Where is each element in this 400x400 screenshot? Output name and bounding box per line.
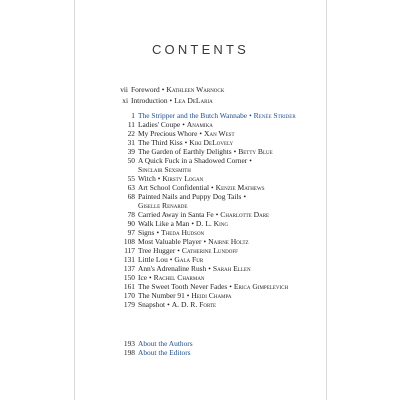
page-number: 170 <box>123 291 135 300</box>
toc-entry-link[interactable] <box>138 246 238 255</box>
entry-author: Sarah Ellen <box>212 264 251 273</box>
back-matter-item[interactable] <box>118 339 318 348</box>
toc-entry-link[interactable] <box>138 138 233 147</box>
entry-author: Sinclair Sexsmith <box>138 165 191 174</box>
page-title: CONTENTS <box>151 42 250 57</box>
page-number: 78 <box>127 210 135 219</box>
entry-title: The Third Kiss <box>138 138 183 147</box>
toc-entry[interactable] <box>118 219 323 228</box>
toc-entry[interactable] <box>118 246 323 255</box>
bullet-separator: • <box>229 282 232 291</box>
entry-author: Theda Hudson <box>161 228 205 237</box>
page-number: 117 <box>124 246 135 255</box>
bullet-separator: • <box>167 300 170 309</box>
toc-entry[interactable] <box>118 291 323 300</box>
toc-entry[interactable] <box>118 264 323 273</box>
page-number: vii <box>120 85 128 94</box>
page-number: 108 <box>123 237 135 246</box>
toc-entry-link[interactable] <box>138 273 205 282</box>
toc-entry-link[interactable] <box>138 219 228 228</box>
entry-author: Erica Gimpelevich <box>233 282 289 291</box>
entry-title: The Sweet Tooth Never Fades <box>138 282 228 291</box>
toc-entry[interactable] <box>118 174 323 183</box>
contents-page <box>74 0 327 400</box>
entry-author: Rachel Charman <box>153 273 205 282</box>
entry-author: Lea DeLaria <box>174 96 213 105</box>
toc-entry-link[interactable] <box>138 183 264 192</box>
toc-entry-author-line[interactable] <box>118 201 323 210</box>
bullet-separator: • <box>208 264 211 273</box>
page-number: 63 <box>127 183 135 192</box>
page-number: 50 <box>127 156 135 165</box>
toc-entry-link[interactable] <box>138 129 235 138</box>
page-number: 11 <box>127 120 135 129</box>
entry-title: My Precious Whore <box>138 129 198 138</box>
toc-entry[interactable] <box>118 129 323 138</box>
front-matter-list <box>118 84 318 106</box>
entry-title: About the Authors <box>138 339 193 348</box>
entry-author: Gala Fur <box>174 255 204 264</box>
bullet-separator: • <box>156 228 160 237</box>
bullet-separator: • <box>186 291 190 300</box>
toc-entry[interactable] <box>118 210 323 219</box>
entry-author: Charlotte Dare <box>220 210 270 219</box>
toc-entry[interactable] <box>118 120 323 129</box>
toc-entry[interactable] <box>118 147 323 156</box>
bullet-separator: • <box>149 273 152 282</box>
entry-title: A Quick Fuck in a Shadowed Corner <box>138 156 248 165</box>
entry-author: Heidi Champa <box>191 291 232 300</box>
front-matter-item[interactable] <box>118 84 318 95</box>
bullet-separator: • <box>182 120 185 129</box>
entry-title: Foreword <box>131 85 160 94</box>
entry-title: Snapshot <box>138 300 166 309</box>
entry-author: Kenzie Mathews <box>215 183 265 192</box>
entry-title: About the Editors <box>138 348 191 357</box>
page-number: 131 <box>123 255 135 264</box>
toc-entry[interactable] <box>118 156 323 165</box>
back-matter-link[interactable] <box>138 348 191 357</box>
entry-author: Giselle Renarde <box>138 201 188 210</box>
toc-entry[interactable] <box>118 192 323 201</box>
entry-title: Introduction <box>131 96 168 105</box>
page-number: 22 <box>127 129 135 138</box>
bullet-separator: • <box>233 147 237 156</box>
entry-author: D. L. King <box>195 219 229 228</box>
table-of-contents <box>118 111 323 309</box>
toc-entry[interactable] <box>118 228 323 237</box>
entry-author: Catherine Lundoff <box>181 246 238 255</box>
entry-title: Ann's Adrenaline Rush <box>138 264 207 273</box>
toc-entry-author-line[interactable] <box>118 165 323 174</box>
bullet-separator: • <box>203 237 207 246</box>
page-number: 39 <box>127 147 135 156</box>
page-number: 31 <box>127 138 135 147</box>
toc-entry[interactable] <box>118 111 323 120</box>
toc-entry-link[interactable] <box>138 282 288 291</box>
entry-title: The Number 91 <box>138 291 185 300</box>
toc-entry[interactable] <box>118 273 323 282</box>
front-matter-item[interactable] <box>118 95 318 106</box>
back-matter-link[interactable] <box>138 339 193 348</box>
toc-entry-link[interactable] <box>138 147 273 156</box>
bullet-separator: • <box>199 129 202 138</box>
entry-author: Xan West <box>203 129 235 138</box>
page-number: 193 <box>123 339 135 348</box>
page-number: 161 <box>123 282 135 291</box>
bullet-separator: • <box>157 174 161 183</box>
back-matter-list <box>118 339 318 357</box>
page-number: 68 <box>127 192 135 201</box>
bullet-separator: • <box>249 156 252 165</box>
toc-entry[interactable] <box>118 183 323 192</box>
bullet-separator: • <box>161 85 165 94</box>
entry-title: Witch <box>138 174 156 183</box>
entry-author: Kathleen Warnock <box>166 85 225 94</box>
bullet-separator: • <box>169 255 173 264</box>
entry-author: Kiki DeLovely <box>189 138 234 147</box>
toc-entry-link[interactable] <box>138 255 203 264</box>
entry-title: Little Lou <box>138 255 168 264</box>
entry-title: Art School Confidential <box>138 183 210 192</box>
page-number: xi <box>122 96 128 105</box>
bullet-separator: • <box>184 138 188 147</box>
toc-entry-link[interactable] <box>138 120 213 129</box>
toc-entry[interactable] <box>118 282 323 291</box>
bullet-separator: • <box>243 192 247 201</box>
entry-author: A. D. R. Forte <box>171 300 217 309</box>
toc-entry-link[interactable] <box>138 192 248 201</box>
page-number: 55 <box>127 174 135 183</box>
toc-entry-link[interactable] <box>138 156 254 165</box>
toc-entry[interactable] <box>118 300 323 309</box>
toc-entry-link[interactable] <box>138 300 216 309</box>
entry-title: Carried Away in Santa Fe <box>138 210 214 219</box>
toc-entry-link[interactable] <box>138 264 251 273</box>
entry-author: Kirsty Logan <box>162 174 204 183</box>
toc-entry-link[interactable] <box>138 111 296 120</box>
toc-entry[interactable] <box>118 255 323 264</box>
entry-author: Renée Strider <box>253 111 296 120</box>
page-number: 150 <box>123 273 135 282</box>
toc-entry-link[interactable] <box>138 291 231 300</box>
entry-title: The Stripper and the Butch Wannabe <box>138 111 248 120</box>
page-number: 179 <box>123 300 135 309</box>
entry-title: Tree Hugger <box>138 246 176 255</box>
entry-title: Ice <box>138 273 148 282</box>
toc-entry-link[interactable] <box>138 174 203 183</box>
entry-title: Signs <box>138 228 155 237</box>
entry-author: Nairne Holtz <box>208 237 249 246</box>
entry-title: Ladies' Coupe <box>138 120 181 129</box>
bullet-separator: • <box>177 246 180 255</box>
bullet-separator: • <box>249 111 252 120</box>
entry-title: Most Valuable Player <box>138 237 202 246</box>
page-number: 90 <box>127 219 135 228</box>
toc-entry[interactable] <box>118 138 323 147</box>
page-number: 137 <box>123 264 135 273</box>
toc-entry-link[interactable] <box>138 210 269 219</box>
entry-author: Anamika <box>186 120 213 129</box>
entry-author: Betty Blue <box>238 147 273 156</box>
bullet-separator: • <box>215 210 219 219</box>
entry-title: Walk Like a Man <box>138 219 190 228</box>
page-number: 1 <box>131 111 135 120</box>
back-matter-item[interactable] <box>118 348 318 357</box>
bullet-separator: • <box>211 183 214 192</box>
toc-entry-link[interactable] <box>138 237 249 246</box>
entry-title: Painted Nails and Puppy Dog Tails <box>138 192 242 201</box>
page-number: 198 <box>123 348 135 357</box>
bullet-separator: • <box>191 219 194 228</box>
toc-entry[interactable] <box>118 237 323 246</box>
bullet-separator: • <box>169 96 173 105</box>
toc-entry-link[interactable] <box>138 228 204 237</box>
page-number: 97 <box>127 228 135 237</box>
entry-title: The Garden of Earthly Delights <box>138 147 232 156</box>
